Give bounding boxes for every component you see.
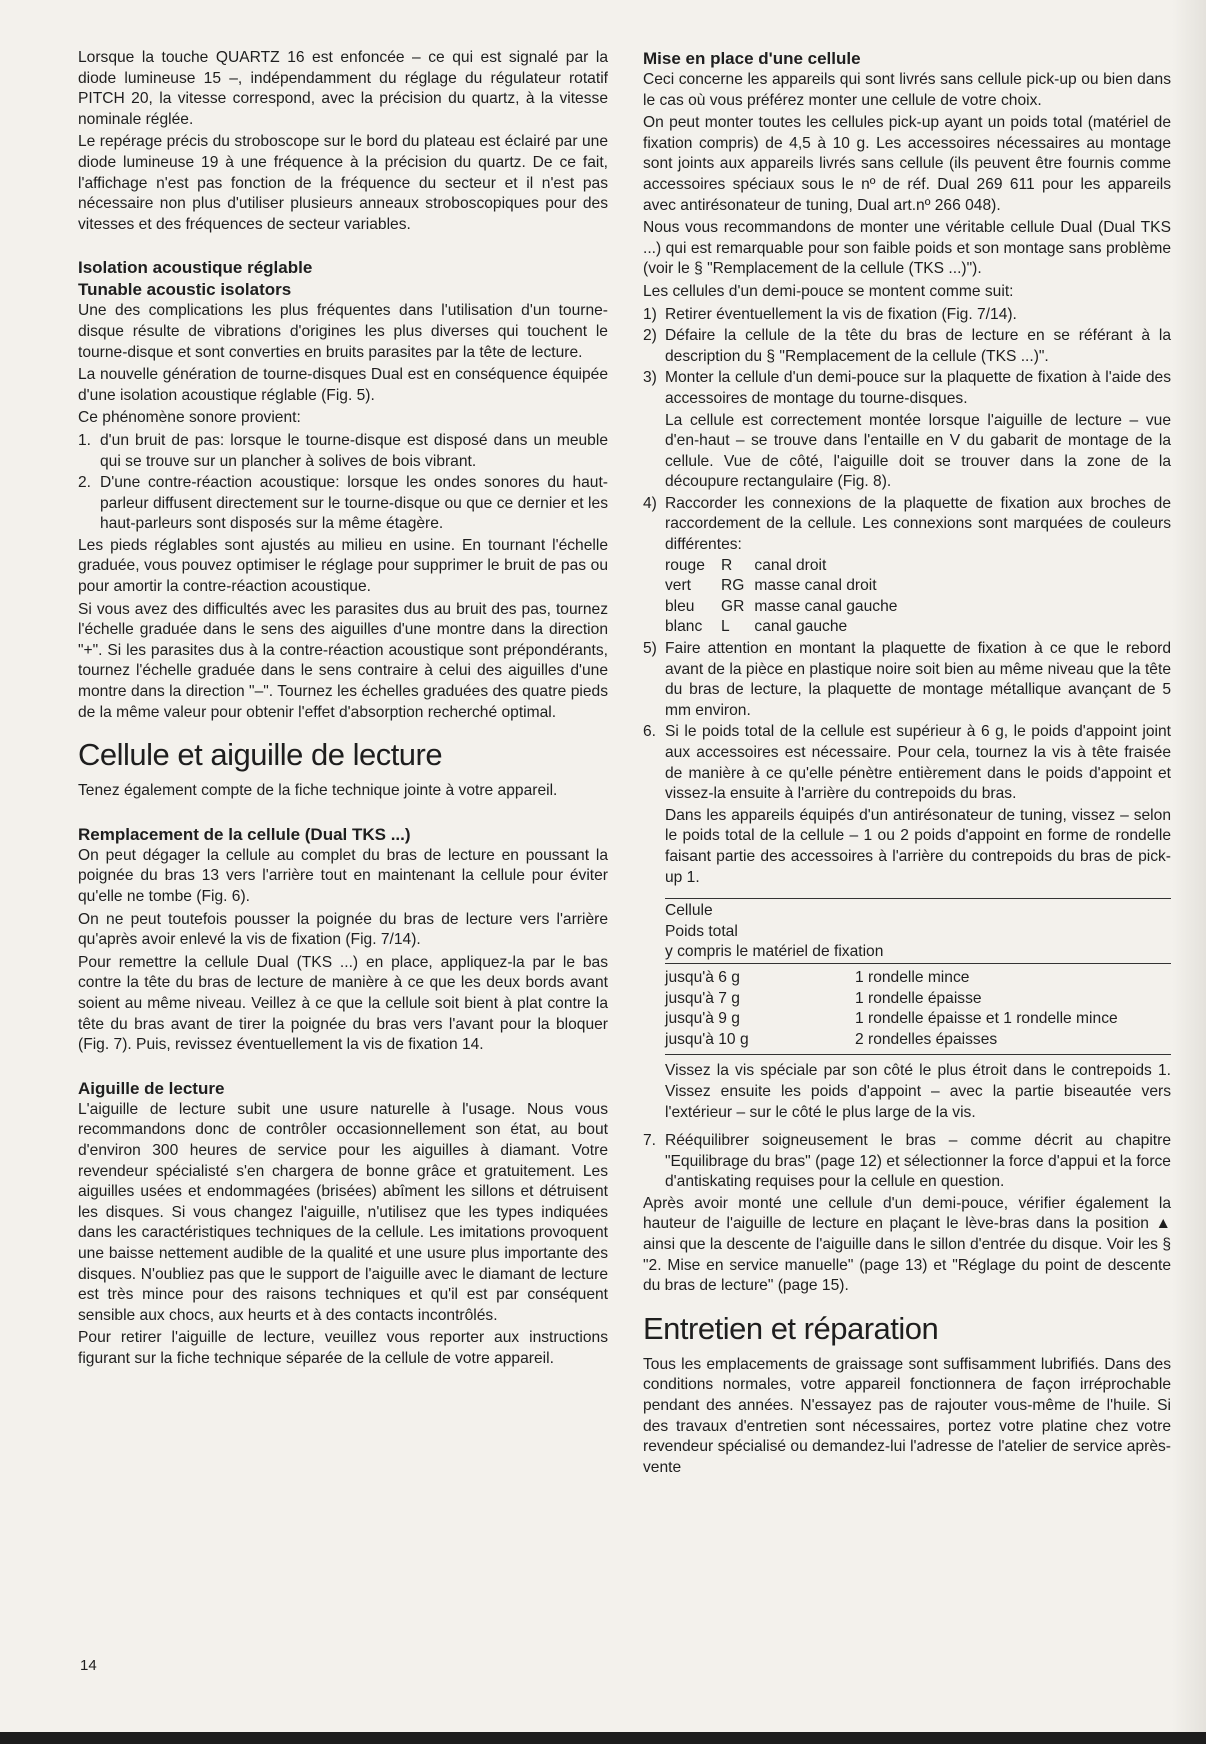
color-code: R xyxy=(721,556,733,574)
list-item-number: 3) xyxy=(643,369,657,387)
table-row xyxy=(665,1009,1171,1030)
list-item xyxy=(78,473,608,535)
list-item-number: 6. xyxy=(643,723,657,741)
needle-paragraph-2: Pour retirer l'aiguille de lecture, veuillez vous reporter aux instructions figurant sur la fiche technique séparée de la cellule de votre appareil. xyxy=(78,1329,608,1367)
table-header-line: y compris le matériel de fixation xyxy=(665,943,884,961)
list-item-text: Dans les appareils équipés d'un antirésonateur de tuning, vissez – selon le poids total de la cellule – 1 ou 2 poids d'appoint en forme de rondelle faisant partie des accessoires à l'arrière du contrepoids du bras de pick-up 1. xyxy=(665,806,1171,886)
page-number: 14 xyxy=(80,1657,97,1674)
mounting-paragraph-2: On peut monter toutes les cellules pick-up ayant un poids total (matériel de fixation compris) de 4,5 à 10 g. Les accessoires nécessaires au montage sont joints aux appareils livrés sans cellule (ils peuvent être fournis comme accessoires spéciaux sous le nº de réf. Dual 269 611 pour les appareils avec antirésonateur de tuning, Dual art.nº 266 048). xyxy=(643,114,1171,214)
isolation-paragraph-4: Les pieds réglables sont ajustés au milieu en usine. En tournant l'échelle graduée, vous pouvez optimiser le réglage pour supprimer le bruit de pas ou pour amortir la contre-réaction acoustique. xyxy=(78,536,608,596)
list-item-number: 2. xyxy=(78,474,92,492)
table-row xyxy=(665,1030,1171,1051)
list-item-number: 7. xyxy=(643,1132,657,1150)
maintenance-paragraph: Tous les emplacements de graissage sont suffisamment lubrifiés. Dans des conditions normales, votre appareil fonctionnera de façon irréprochable pendant des années. N'essayez pas de rajouter vous-même de l'huile. Si des travaux d'entretien sont nécessaires, portez votre platine chez votre revendeur spécialisé ou demandez-lui l'adresse de l'atelier de service après-vente xyxy=(643,1355,1171,1476)
list-item-text: Faire attention en montant la plaquette de fixation à ce que le rebord avant de la pièce en plastique noire soit bien au même niveau que la tête du bras de lecture, la plaquette de montage métallique avançant de 5 mm environ. xyxy=(665,640,1171,719)
isolation-paragraph-1: Une des complications les plus fréquentes dans l'utilisation d'un tourne-disque résulte de vibrations d'origines les plus diverses qui touchent le tourne-disque et sont converties en bruits parasites par la tête de lecture. xyxy=(78,302,608,361)
list-item xyxy=(78,431,608,472)
isolation-heading-en: Tunable acoustic isolators xyxy=(78,280,292,300)
weight-table xyxy=(665,968,1171,1050)
stroboscope-paragraph: Le repérage précis du stroboscope sur le bord du plateau est éclairé par une diode lumineuse 19 à une fréquence à la précision du quartz. De ce fait, l'affichage n'est pas fonction de la fréquence du secteur et il n'est pas nécessaire non plus d'utiliser plusieurs anneaux stroboscopiques pour des vitesses et des fréquences de secteur variables. xyxy=(78,133,608,233)
list-item-text: Monter la cellule d'un demi-pouce sur la plaquette de fixation à l'aide des accessoires de montage du tourne-disques. xyxy=(665,369,1171,407)
mounting-steps-final xyxy=(643,1131,1171,1193)
replacement-paragraph-3: Pour remettre la cellule Dual (TKS ...) en place, appliquez-la par le bas contre la tête du bras de lecture de manière à ce que les deux bords avant soient au même niveau. Veillez à ce que la cellule soit bient à plat contre la tête du bras avant de tirer la poignée du bras vers l'avant pour la bloquer (Fig. 7). Puis, revissez éventuellement la vis de fixation 14. xyxy=(78,953,608,1054)
list-item xyxy=(643,494,1171,638)
color-name: vert xyxy=(665,577,691,595)
replacement-heading: Remplacement de la cellule (Dual TKS ...) xyxy=(78,824,411,844)
list-item-number: 5) xyxy=(643,640,657,658)
washer-cell: 1 rondelle épaisse et 1 rondelle mince xyxy=(855,1010,1118,1028)
washer-cell: 1 rondelle épaisse xyxy=(855,989,982,1007)
color-name: rouge xyxy=(665,556,705,574)
mounting-paragraph-3: Nous vous recommandons de monter une véritable cellule Dual (Dual TKS ...) qui est remarquable pour son faible poids et son montage sans problème (voir le § "Remplacement de la cellule (TKS ...)"). xyxy=(643,219,1171,278)
weight-cell: jusqu'à 10 g xyxy=(665,1030,749,1048)
weight-cell: jusqu'à 6 g xyxy=(665,968,740,986)
weight-cell: jusqu'à 7 g xyxy=(665,989,740,1007)
list-item-number: 1) xyxy=(643,305,657,323)
divider xyxy=(665,1054,1171,1055)
table-row xyxy=(665,989,1171,1010)
cell-section-heading: Cellule et aiguille de lecture xyxy=(78,737,443,773)
list-item-text: La cellule est correctement montée lorsque l'aiguille de lecture – vue d'en-haut – se trouve dans l'entaille en V du gabarit de montage de la cellule. Vue de côté, l'aiguille doit se trouver dans la zone de la découpure rectangulaire (Fig. 8). xyxy=(665,411,1171,491)
table-header-line: Poids total xyxy=(665,922,738,940)
needle-heading: Aiguille de lecture xyxy=(78,1078,225,1098)
table-note: Vissez la vis spéciale par son côté le plus étroit dans le contrepoids 1. Vissez ensuite les poids d'appoint – avec la partie biseautée vers l'extérieur – sur le côté le plus large de la vis. xyxy=(665,1062,1171,1121)
color-description: masse canal gauche xyxy=(754,597,898,615)
after-mount-paragraph: Après avoir monté une cellule d'un demi-pouce, vérifier également la hauteur de l'aiguille de lecture en plaçant le lève-bras dans la position ▲ ainsi que la descente de l'aiguille dans le sillon d'entrée du disque. Voir les § "2. Mise en service manuelle" (page 13) et "Réglage du point de descente du bras de lecture" (page 15). xyxy=(643,1194,1171,1295)
divider xyxy=(665,963,1171,964)
list-item-text: Si le poids total de la cellule est supérieur à 6 g, le poids d'appoint joint aux accessoires est nécessaire. Pour cela, tournez la vis à tête fraisée de manière à ce qu'elle pénètre entièrement dans le poids d'appoint et vissez-la ensuite à l'arrière du contrepoids du bras. xyxy=(665,723,1171,803)
list-item-text: Défaire la cellule de la tête du bras de lecture en se référant à la description du § "Remplacement de la cellule (TKS ...)". xyxy=(665,327,1171,365)
table-row xyxy=(665,556,907,577)
isolation-paragraph-5: Si vous avez des difficultés avec les parasites dus au bruit des pas, tournez l'échelle graduée dans le sens des aiguilles d'une montre dans la direction "+". Si les parasites dus à la contre-réaction acoustique sont prépondérants, tournez l'échelle graduée dans le sens contraire à celui des aiguilles d'une montre dans la direction "–". Tournez les échelles graduées des quatre pieds de la même valeur pour obtenir l'effet d'absorption recherché optimal. xyxy=(78,600,608,721)
list-item-number: 1. xyxy=(78,431,92,449)
color-description: canal gauche xyxy=(754,618,848,636)
table-row xyxy=(665,597,907,618)
color-code-table xyxy=(665,556,907,638)
replacement-paragraph-1: On peut dégager la cellule au complet du bras de lecture en poussant la poignée du bras 13 vers l'arrière tout en maintenant la cellule pour éviter qu'elle ne tombe (Fig. 6). xyxy=(78,846,608,905)
scan-bottom-edge xyxy=(0,1732,1206,1744)
needle-paragraph-1: L'aiguille de lecture subit une usure naturelle à l'usage. Nous vous recommandons donc de contrôler occasionnellement son état, au bout d'environ 300 heures de service pour les aiguilles à diamant. Votre revendeur spécialisté s'en chargera de bonne grâce et gratuitement. Les aiguilles usées et endommagées (brisées) abîment les sillons et détruisent les disques. Si vous changez l'aiguille, n'utilisez que les types indiquées dans les caractéristiques techniques de la cellule. Les imitations provoquent une baisse nettement audible de la qualité et une usure plus importante des disques. N'oubliez pas que le support de l'aiguille avec le diamant de lecture est très mince pour des raisons techniques et qu'il est par conséquent sensible aux chocs, aux heurts et à des contacts incontrôlés. xyxy=(78,1100,608,1324)
list-item-text: Rééquilibrer soigneusement le bras – comme décrit au chapitre "Equilibrage du bras" (page 12) et sélectionner la force d'appui et la force d'antiskating requises pour la cellule en question. xyxy=(665,1132,1171,1191)
color-name: blanc xyxy=(665,618,703,636)
isolation-list xyxy=(78,431,608,535)
mounting-heading: Mise en place d'une cellule xyxy=(643,49,861,68)
color-code: L xyxy=(721,618,730,636)
list-item xyxy=(643,326,1171,367)
mounting-paragraph-4: Les cellules d'un demi-pouce se montent comme suit: xyxy=(643,282,1014,300)
list-item-text: D'une contre-réaction acoustique: lorsque les ondes sonores du haut-parleur diffusent directement sur le tourne-disque ou que ce dernier et les haut-parleurs sont disposés sur la même étagère. xyxy=(100,474,608,533)
maintenance-heading: Entretien et réparation xyxy=(643,1310,939,1346)
table-header-line: Cellule xyxy=(665,902,713,920)
list-item xyxy=(643,639,1171,721)
washer-cell: 2 rondelles épaisses xyxy=(855,1030,998,1048)
list-item-text: Raccorder les connexions de la plaquette de fixation aux broches de raccordement de la cellule. Les connexions sont marquées de couleurs différentes: xyxy=(665,494,1171,554)
page-edge-shadow xyxy=(1172,0,1206,1744)
washer-cell: 1 rondelle mince xyxy=(855,968,970,986)
left-column xyxy=(78,48,608,1371)
color-description: masse canal droit xyxy=(754,577,877,595)
mounting-paragraph-1: Ceci concerne les appareils qui sont livrés sans cellule pick-up ou bien dans le cas où vous préférez monter une cellule de votre choix. xyxy=(643,71,1171,109)
cell-intro-paragraph: Tenez également compte de la fiche technique jointe à votre appareil. xyxy=(78,782,558,800)
color-description: canal droit xyxy=(754,556,827,574)
list-item-number: 2) xyxy=(643,327,657,345)
list-item-text: Retirer éventuellement la vis de fixation (Fig. 7/14). xyxy=(665,305,1017,323)
replacement-paragraph-2: On ne peut toutefois pousser la poignée du bras de lecture vers l'arrière qu'après avoir enlevé la vis de fixation (Fig. 7/14). xyxy=(78,910,608,949)
list-item xyxy=(643,305,1171,326)
right-column xyxy=(643,48,1171,1480)
isolation-paragraph-2: La nouvelle génération de tourne-disques Dual est en conséquence équipée d'une isolation acoustique réglable (Fig. 5). xyxy=(78,366,608,404)
isolation-paragraph-3: Ce phénomène sonore provient: xyxy=(78,409,301,427)
weight-table-block xyxy=(665,898,1171,1123)
isolation-heading-fr: Isolation acoustique réglable xyxy=(78,258,313,278)
list-item-number: 4) xyxy=(643,494,657,512)
list-item xyxy=(643,368,1171,493)
table-row xyxy=(665,968,1171,989)
list-item-text: d'un bruit de pas: lorsque le tourne-disque est disposé dans un meuble qui se trouve sur un plancher à solives de bois vibrant. xyxy=(100,431,608,470)
table-row xyxy=(665,576,907,597)
color-name: bleu xyxy=(665,597,695,615)
weight-cell: jusqu'à 9 g xyxy=(665,1010,740,1028)
table-row xyxy=(665,617,907,638)
list-item xyxy=(643,1131,1171,1193)
color-code: GR xyxy=(721,597,745,615)
list-item xyxy=(643,722,1171,888)
mounting-steps xyxy=(643,305,1171,889)
quartz-paragraph: Lorsque la touche QUARTZ 16 est enfoncée – ce qui est signalé par la diode lumineuse 15 –, indépendamment du réglage du régulateur rotatif PITCH 20, la vitesse correspond, avec la précision du quartz, à la vitesse nominale réglée. xyxy=(78,49,608,128)
color-code: RG xyxy=(721,577,745,595)
